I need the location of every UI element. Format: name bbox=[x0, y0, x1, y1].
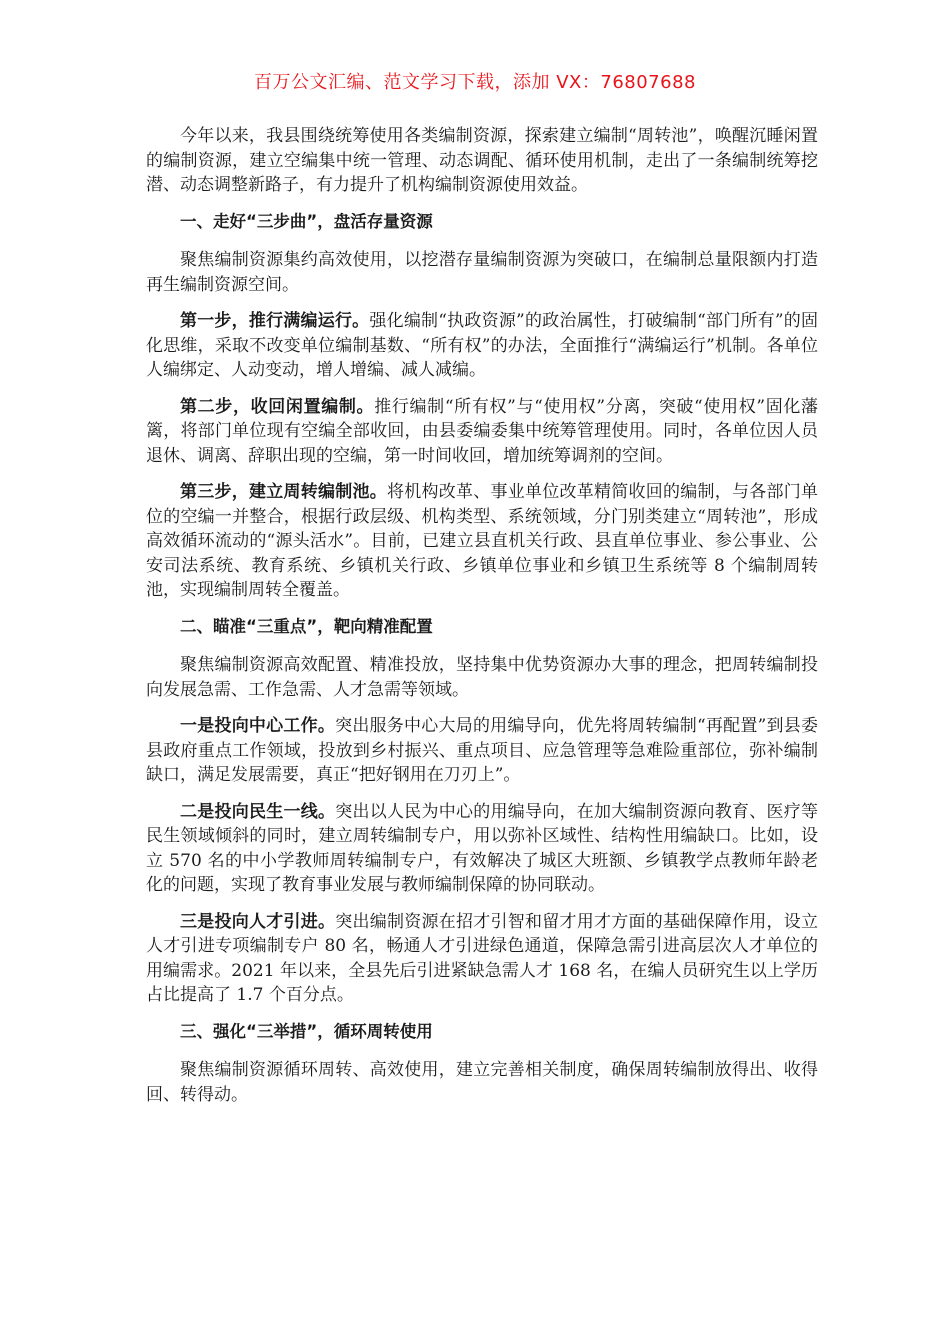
focus-paragraph-1 bbox=[146, 714, 818, 788]
paragraph-text: 推行编制“所有权”与“使用权”分离，突破“使用权”固化藩篱，将部门单位现有空编全部收回，由县委编委集中统筹管理使用。同时，各单位因人员退休、调离、辞职出现的空编，第一时间收回，增加统筹调剂的空间。 bbox=[146, 396, 818, 466]
paragraph-lead: 三是投向人才引进。 bbox=[180, 911, 336, 932]
intro-paragraph: 今年以来，我县围绕统筹使用各类编制资源，探索建立编制“周转池”，唤醒沉睡闲置的编制资源，建立空编集中统一管理、动态调配、循环使用机制，走出了一条编制统筹挖潜、动态调整新路子，有力提升了机构编制资源使用效益。 bbox=[146, 126, 818, 195]
focus-paragraph-2 bbox=[146, 800, 818, 898]
document-body bbox=[146, 124, 818, 1119]
section-heading-2: 二、瞄准“三重点”，靶向精准配置 bbox=[180, 616, 433, 636]
download-banner: 百万公文汇编、范文学习下载，添加 VX：76807688 bbox=[254, 72, 696, 93]
paragraph-lead: 二是投向民生一线。 bbox=[180, 801, 336, 822]
section-summary-2: 聚焦编制资源高效配置、精准投放，坚持集中优势资源办大事的理念，把周转编制投向发展急需、工作急需、人才急需等领域。 bbox=[146, 655, 818, 700]
section-heading-3: 三、强化“三举措”，循环周转使用 bbox=[180, 1021, 433, 1041]
section-summary-3: 聚焦编制资源循环周转、高效使用，建立完善相关制度，确保周转编制放得出、收得回、转得动。 bbox=[146, 1060, 818, 1105]
step-paragraph-1 bbox=[146, 309, 818, 383]
step-paragraph-3 bbox=[146, 480, 818, 603]
paragraph-text: 突出编制资源在招才引智和留才用才方面的基础保障作用，设立人才引进专项编制专户 80 名，畅通人才引进绿色通道，保障急需引进高层次人才单位的用编需求。2021 年以来，全县先后引进紧缺急需人才 168 名，在编人员研究生以上学历占比提高了 1.7 个百分点。 bbox=[146, 911, 818, 1005]
section-summary-1: 聚焦编制资源集约高效使用，以挖潜存量编制资源为突破口，在编制总量限额内打造再生编制资源空间。 bbox=[146, 250, 818, 295]
paragraph-lead: 第一步，推行满编运行。 bbox=[180, 311, 370, 331]
step-paragraph-2 bbox=[146, 395, 818, 469]
paragraph-lead: 第三步，建立周转编制池。 bbox=[180, 482, 387, 502]
paragraph-text: 突出服务中心大局的用编导向，优先将周转编制“再配置”到县委县政府重点工作领域，投放到乡村振兴、重点项目、应急管理等急难险重部位，弥补编制缺口，满足发展需要，真正“把好钢用在刀刃上”。 bbox=[146, 716, 818, 785]
paragraph-lead: 第二步，收回闲置编制。 bbox=[180, 396, 375, 417]
focus-paragraph-3 bbox=[146, 910, 818, 1008]
paragraph-lead: 一是投向中心工作。 bbox=[180, 716, 336, 736]
paragraph-text: 强化编制“执政资源”的政治属性，打破编制“部门所有”的固化思维，采取不改变单位编制基数、“所有权”的办法，全面推行“满编运行”机制。各单位人编绑定、人动变动，增人增编、减人减编。 bbox=[146, 311, 819, 380]
paragraph-text: 将机构改革、事业单位改革精简收回的编制，与各部门单位的空编一并整合，根据行政层级、机构类型、系统领域，分门别类建立“周转池”，形成高效循环流动的“源头活水”。目前，已建立县直机关行政、县直单位事业、参公事业、公安司法系统、教育系统、乡镇机关行政、乡镇单位事业和乡镇卫生系统等 8 个编制周转池，实现编制周转全覆盖。 bbox=[146, 482, 818, 600]
paragraph-text: 突出以人民为中心的用编导向，在加大编制资源向教育、医疗等民生领域倾斜的同时，建立周转编制专户，用以弥补区域性、结构性用编缺口。比如，设立 570 名的中小学教师周转编制专户，有效解决了城区大班额、乡镇教学点教师年龄老化的问题，实现了教育事业发展与教师编制保障的协同联动。 bbox=[146, 801, 818, 895]
section-heading-1: 一、走好“三步曲”，盘活存量资源 bbox=[180, 211, 433, 231]
